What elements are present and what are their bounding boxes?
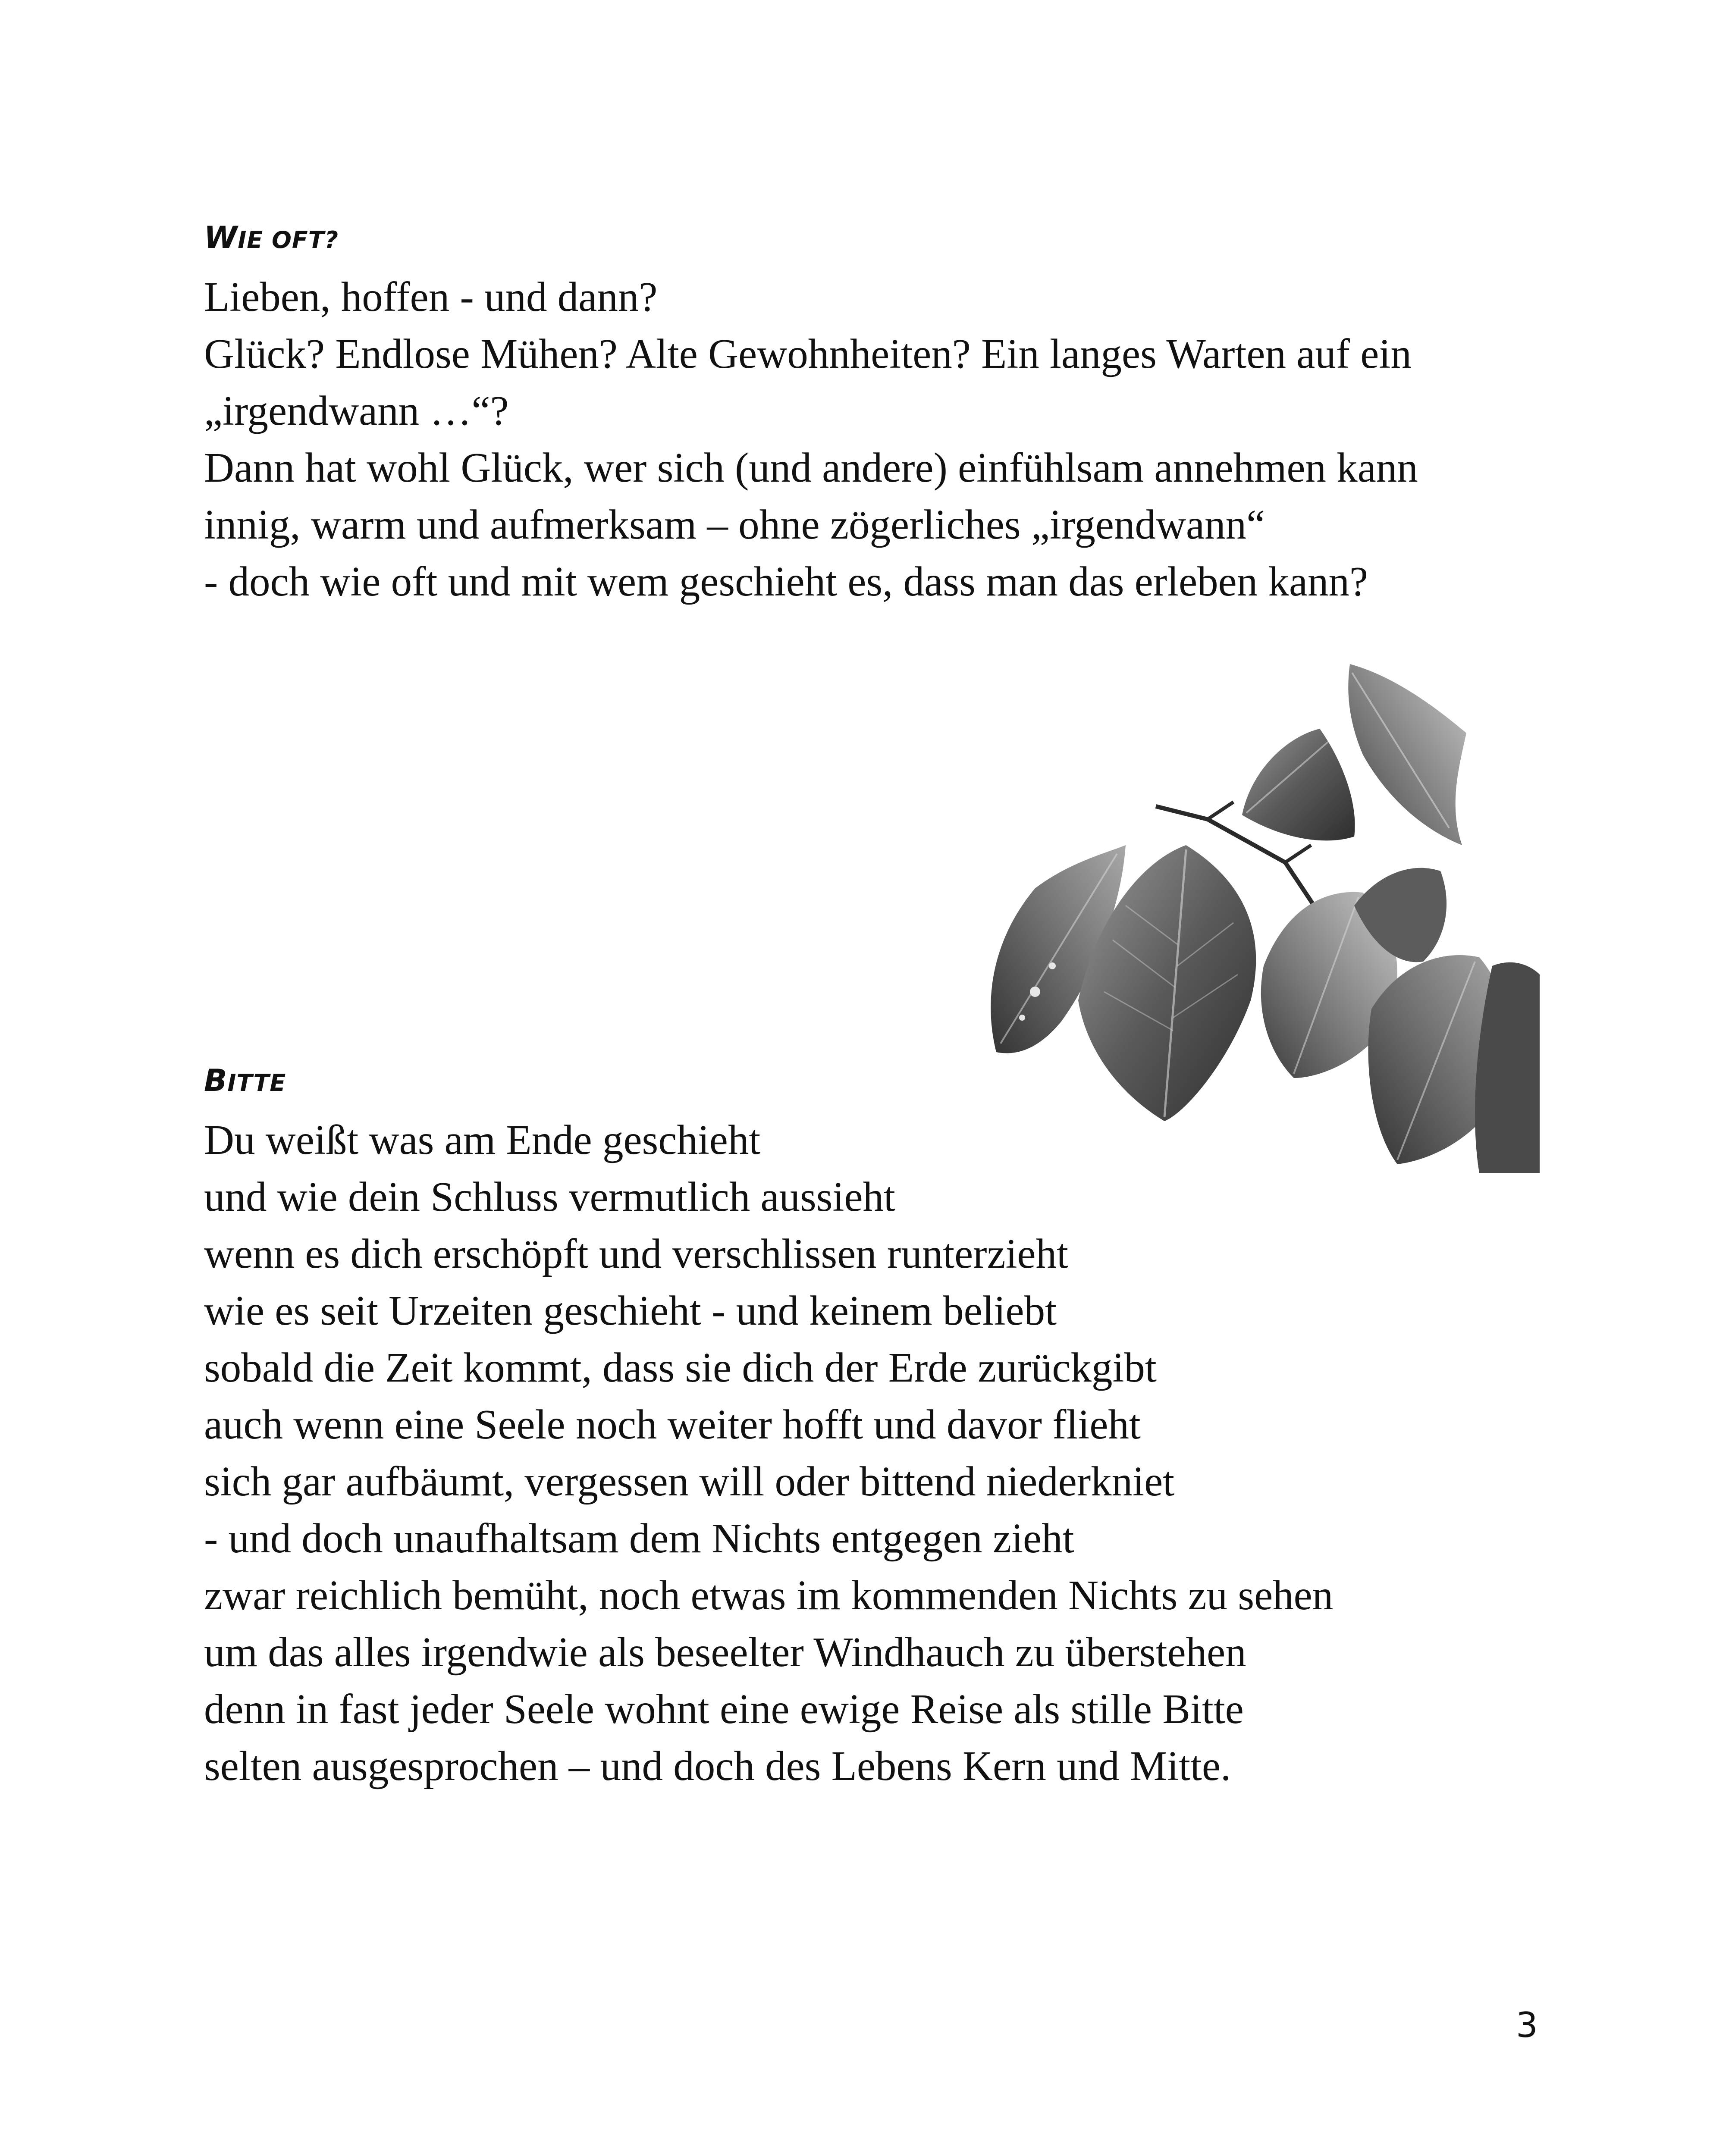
poem-wie-oft: [204, 209, 1418, 610]
title-initial: W: [204, 220, 238, 255]
poem-line: wie es seit Urzeiten geschieht - und keinem beliebt: [204, 1288, 1057, 1334]
poem-line: selten ausgesprochen – und doch des Lebens Kern und Mitte.: [204, 1743, 1231, 1789]
poem-line: und wie dein Schluss vermutlich aussieht: [204, 1174, 895, 1220]
title-initial: B: [204, 1063, 228, 1098]
poem-line: innig, warm und aufmerksam – ohne zögerliches „irgendwann“: [204, 501, 1265, 548]
poem-line: Glück? Endlose Mühen? Alte Gewohnheiten? Ein langes Warten auf ein: [204, 331, 1412, 377]
poem-line: - doch wie oft und mit wem geschieht es, dass man das erleben kann?: [204, 558, 1368, 605]
poem-line: zwar reichlich bemüht, noch etwas im kommenden Nichts zu sehen: [204, 1572, 1334, 1618]
poem-line: denn in fast jeder Seele wohnt eine ewige Reise als stille Bitte: [204, 1686, 1244, 1732]
poem-line: Dann hat wohl Glück, wer sich (und andere) einfühlsam annehmen kann: [204, 445, 1418, 491]
title-rest: IE OFT?: [238, 226, 339, 254]
poem-line: „irgendwann …“?: [204, 388, 509, 434]
poem-title: [204, 1052, 1333, 1112]
poem-line: Lieben, hoffen - und dann?: [204, 274, 658, 320]
poem-line: sich gar aufbäumt, vergessen will oder bittend niederkniet: [204, 1458, 1175, 1504]
poem-bitte: [204, 1052, 1333, 1795]
page-number: 3: [1516, 2005, 1538, 2045]
poem-line: um das alles irgendwie als beseelter Windhauch zu überstehen: [204, 1629, 1246, 1675]
poem-line: auch wenn eine Seele noch weiter hofft und davor flieht: [204, 1401, 1141, 1448]
poem-line: sobald die Zeit kommt, dass sie dich der Erde zurückgibt: [204, 1344, 1157, 1391]
title-rest: ITTE: [227, 1069, 286, 1097]
poem-line: - und doch unaufhaltsam dem Nichts entgegen zieht: [204, 1515, 1074, 1561]
poem-line: wenn es dich erschöpft und verschlissen runterzieht: [204, 1231, 1069, 1277]
poem-line: Du weißt was am Ende geschieht: [204, 1117, 761, 1163]
poem-title: [204, 209, 1418, 269]
